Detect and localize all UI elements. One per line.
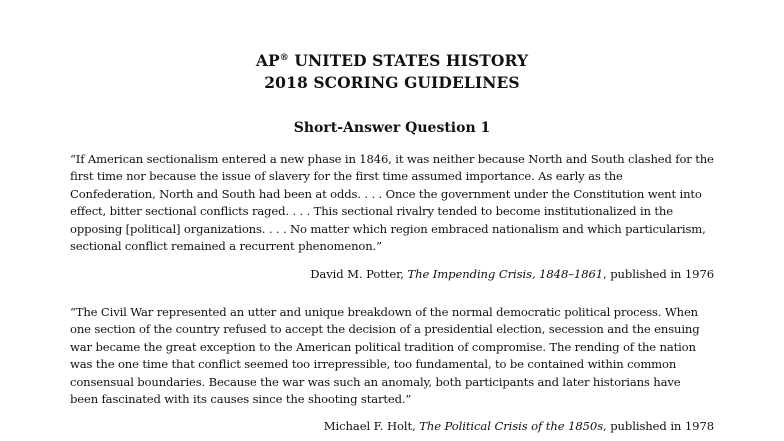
citation-potter [310, 266, 714, 283]
citation-suffix: , published in 1978 [603, 419, 714, 433]
title-prefix: AP [255, 51, 280, 70]
quote-holt [70, 304, 718, 408]
quote-line: one section of the country refused to accept the decision of a presidential election, secession and the ensuing [70, 322, 700, 337]
quote-line: effect, bitter sectional conflicts raged. . . . This sectional rivalry tended to become institutionalized in the [70, 204, 673, 219]
quote-line: was the one time that conflict seemed too irrepressible, too fundamental, to be contained within common [70, 357, 677, 372]
quote-line: been fascinated with its causes since the shooting started.” [70, 392, 412, 407]
citation-author: David M. Potter, [310, 267, 408, 281]
quote-line: Confederation, North and South had been at odds. . . . Once the government under the Constitution went into [70, 186, 702, 201]
document-title [0, 50, 784, 72]
title-suffix: UNITED STATES HISTORY [288, 51, 529, 70]
quote-line: “If American sectionalism entered a new phase in 1846, it was neither because North and South clashed for the [70, 152, 714, 166]
quote-line: opposing [political] organizations. . . . No matter which region embraced nationalism and which particularism, [70, 221, 706, 236]
citation-author: Michael F. Holt, [323, 419, 420, 433]
quote-line: “The Civil War represented an utter and unique breakdown of the normal democratic political process. When [70, 305, 699, 319]
citation-holt [324, 418, 714, 435]
document-subtitle: 2018 SCORING GUIDELINES [264, 73, 520, 92]
question-heading: Short-Answer Question 1 [293, 120, 491, 136]
citation-suffix: , published in 1976 [603, 267, 714, 281]
quote-line: consensual boundaries. Because the war was such an anomaly, both participants and later historians have [70, 374, 681, 389]
citation-title: The Impending Crisis, 1848–1861 [407, 267, 604, 281]
quote-line: sectional conflict remained a recurrent phenomenon.” [70, 239, 382, 254]
quote-potter [70, 151, 718, 255]
quote-line: war became the great exception to the American political tradition of compromise. The rending of the nation [70, 339, 696, 354]
registered-mark: ® [279, 53, 289, 63]
citation-title: The Political Crisis of the 1850s [419, 419, 604, 433]
quote-line: first time nor because the issue of slavery for the first time assumed importance. As early as the [70, 169, 623, 184]
